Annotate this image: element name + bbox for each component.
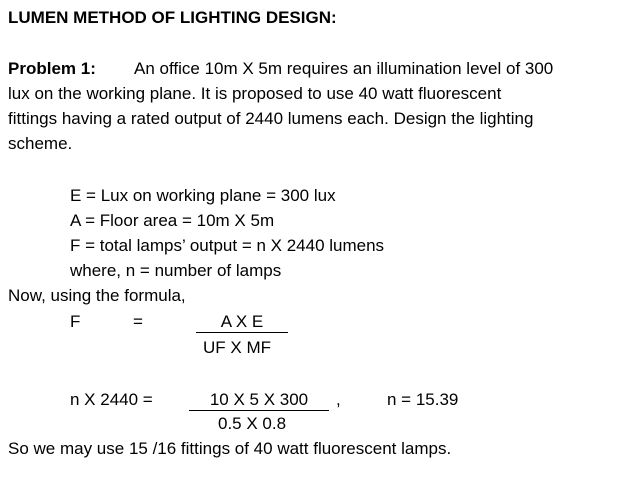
formula-intro: Now, using the formula, <box>8 286 186 305</box>
formula-equals: = <box>133 312 143 331</box>
heading: LUMEN METHOD OF LIGHTING DESIGN: <box>8 8 337 27</box>
problem-line-3: fittings having a rated output of 2440 lumens each. Design the lighting <box>8 109 534 128</box>
calculation-comma: , <box>336 390 341 409</box>
definition-e: E = Lux on working plane = 300 lux <box>70 186 336 205</box>
problem-label: Problem 1: <box>8 59 96 78</box>
definition-a: A = Floor area = 10m X 5m <box>70 211 275 230</box>
problem-line-1: An office 10m X 5m requires an illumination level of 300 <box>134 59 554 78</box>
formula-lhs: F <box>70 312 81 331</box>
calculation-result: n = 15.39 <box>387 390 459 409</box>
problem-line-2: lux on the working plane. It is proposed to use 40 watt fluorescent <box>8 84 502 103</box>
problem-line-4: scheme. <box>8 134 73 153</box>
calculation-denominator: 0.5 X 0.8 <box>218 414 287 433</box>
formula-numerator: A X E <box>196 312 288 333</box>
calculation-lhs: n X 2440 = <box>70 390 153 409</box>
definition-f: F = total lamps’ output = n X 2440 lumens <box>70 236 385 255</box>
calculation-numerator: 10 X 5 X 300 <box>189 390 329 411</box>
formula-denominator: UF X MF <box>203 338 271 357</box>
definition-n: where, n = number of lamps <box>70 261 282 280</box>
conclusion: So we may use 15 /16 fittings of 40 watt fluorescent lamps. <box>8 439 452 458</box>
